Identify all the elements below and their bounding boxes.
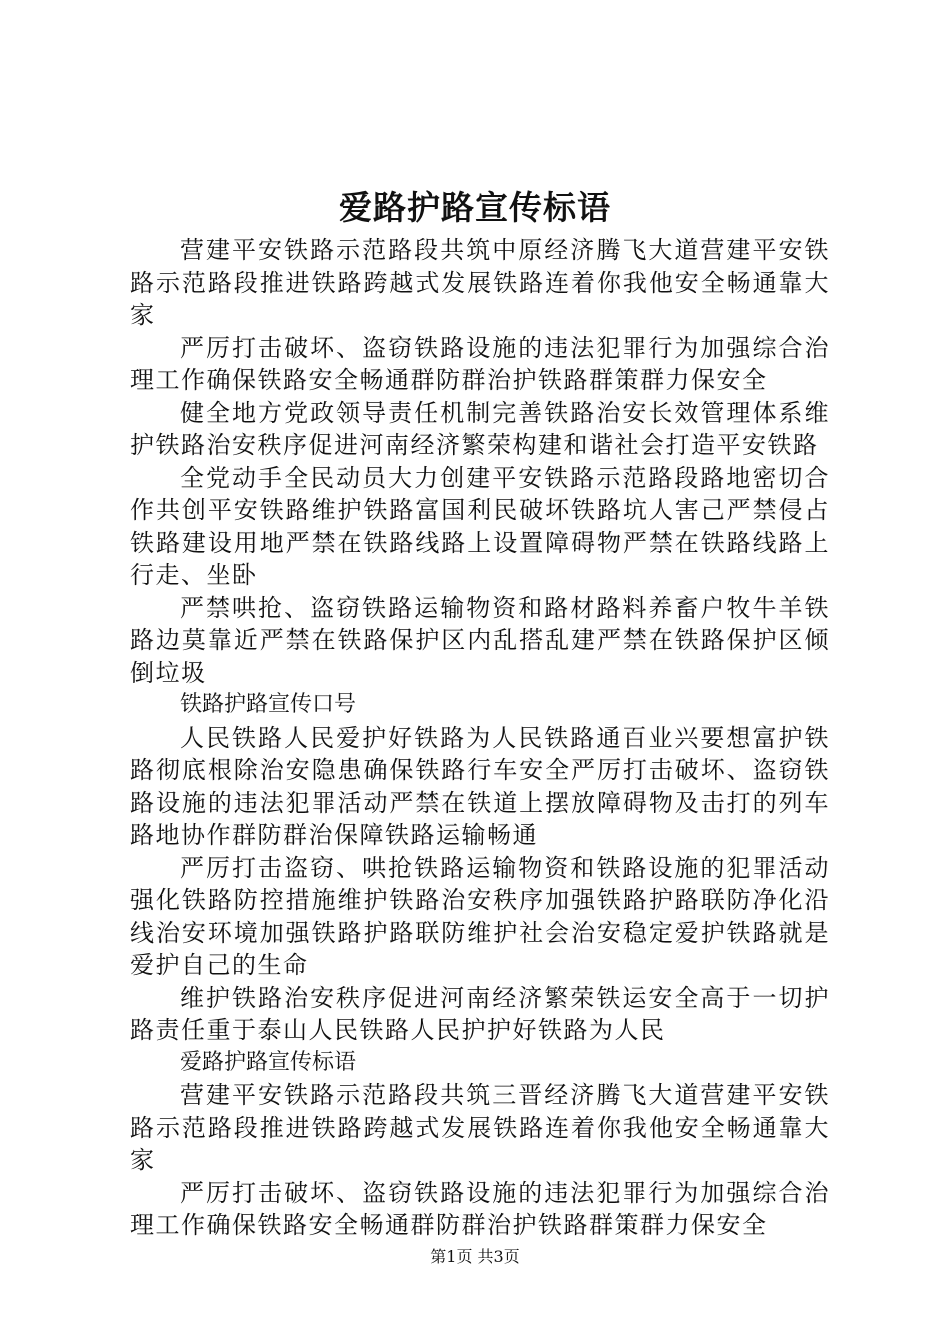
- section-heading: 铁路护路宣传口号: [180, 692, 357, 717]
- paragraph: 人民铁路人民爱护好铁路为人民铁路通百业兴要想富护铁路彻底根除治安隐患确保铁路行车安全严厉打击破坏、盗窃铁路设施的违法犯罪活动严禁在铁道上摆放障碍物及击打的列车路地协作群防群治保障铁路运输畅通: [130, 723, 830, 849]
- paragraph: 严厉打击破坏、盗窃铁路设施的违法犯罪行为加强综合治理工作确保铁路安全畅通群防群治护铁路群策群力保安全: [130, 1178, 830, 1239]
- document-body: [130, 234, 830, 1242]
- paragraph: 全党动手全民动员大力创建平安铁路示范路段路地密切合作共创平安铁路维护铁路富国利民破坏铁路坑人害己严禁侵占铁路建设用地严禁在铁路线路上设置障碍物严禁在铁路线路上行走、坐卧: [130, 463, 830, 589]
- paragraph: 严禁哄抢、盗窃铁路运输物资和路材路料养畜户牧牛羊铁路边莫靠近严禁在铁路保护区内乱搭乱建严禁在铁路保护区倾倒垃圾: [130, 593, 830, 687]
- paragraph: 健全地方党政领导责任机制完善铁路治安长效管理体系维护铁路治安秩序促进河南经济繁荣构建和谐社会打造平安铁路: [130, 398, 830, 459]
- paragraph: 维护铁路治安秩序促进河南经济繁荣铁运安全高于一切护路责任重于泰山人民铁路人民护护好铁路为人民: [130, 983, 830, 1044]
- document-title: 爱路护路宣传标语: [339, 188, 611, 227]
- paragraph: 营建平安铁路示范路段共筑三晋经济腾飞大道营建平安铁路示范路段推进铁路跨越式发展铁路连着你我他安全畅通靠大家: [130, 1081, 830, 1174]
- paragraph: 严厉打击破坏、盗窃铁路设施的违法犯罪行为加强综合治理工作确保铁路安全畅通群防群治护铁路群策群力保安全: [130, 333, 830, 394]
- page-number-footer: 第1页 共3页: [430, 1247, 520, 1266]
- paragraph: 严厉打击盗窃、哄抢铁路运输物资和铁路设施的犯罪活动强化铁路防控措施维护铁路治安秩序加强铁路护路联防净化沿线治安环境加强铁路护路联防维护社会治安稳定爱护铁路就是爱护自己的生命: [130, 853, 830, 979]
- section-heading: 爱路护路宣传标语: [180, 1049, 357, 1075]
- paragraph: 营建平安铁路示范路段共筑中原经济腾飞大道营建平安铁路示范路段推进铁路跨越式发展铁路连着你我他安全畅通靠大家: [130, 236, 830, 329]
